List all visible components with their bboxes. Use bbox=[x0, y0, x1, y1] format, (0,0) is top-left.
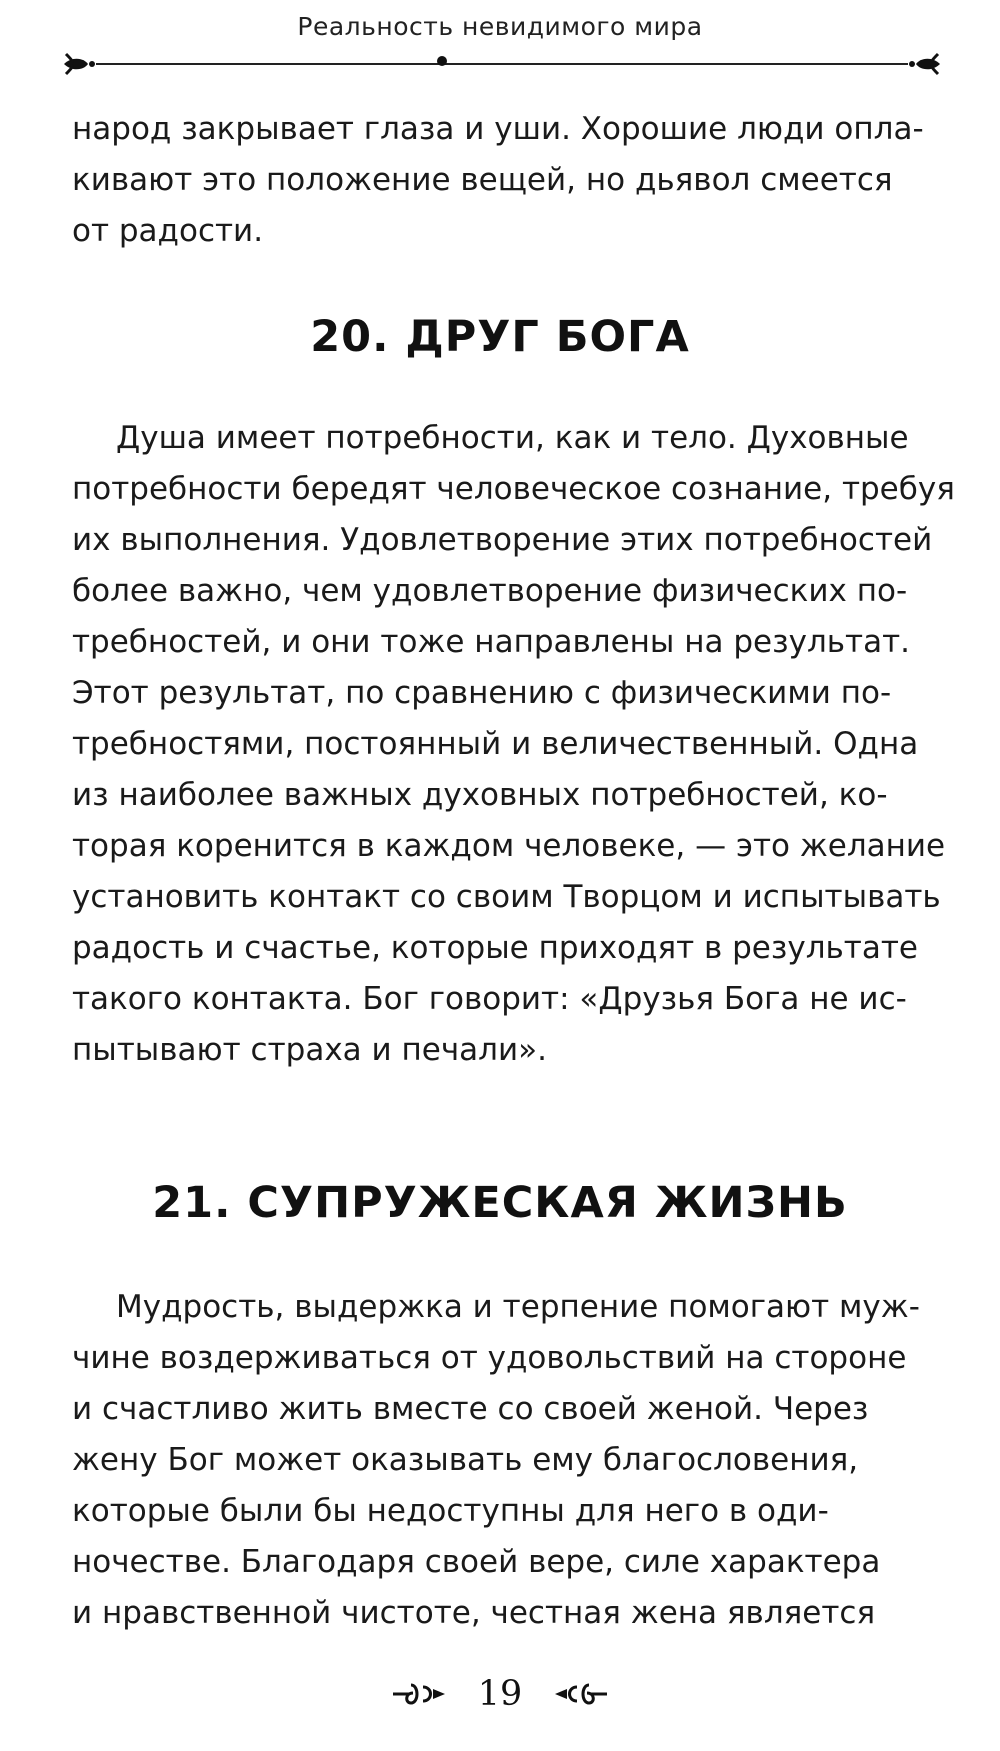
section-20-paragraph bbox=[72, 413, 955, 1076]
running-head: Реальность невидимого мира bbox=[297, 12, 703, 41]
text-line: установить контакт со своим Творцом и испытывать bbox=[72, 879, 941, 915]
text-line: более важно, чем удовлетворение физических по- bbox=[72, 573, 908, 609]
text-line: которые были бы недоступны для него в оди- bbox=[72, 1493, 829, 1529]
text-line: требностями, постоянный и величественный. Одна bbox=[72, 726, 919, 762]
folio-ornament-right-icon bbox=[551, 1679, 611, 1709]
text-line: радость и счастье, которые приходят в результате bbox=[72, 930, 918, 966]
text-line: из наиболее важных духовных потребностей, ко- bbox=[72, 777, 888, 813]
text-line: от радости. bbox=[72, 213, 264, 249]
text-line: Душа имеет потребности, как и тело. Духовные bbox=[116, 420, 909, 456]
opening-paragraph bbox=[72, 104, 934, 257]
fleuron-right-icon bbox=[909, 54, 940, 74]
header-rule bbox=[62, 50, 942, 90]
text-line: пытывают страха и печали». bbox=[72, 1032, 547, 1068]
text-line: и нравственной чистоте, честная жена является bbox=[72, 1595, 876, 1631]
text-line: их выполнения. Удовлетворение этих потребностей bbox=[72, 522, 933, 558]
dot-icon bbox=[437, 56, 447, 66]
text-line: Этот результат, по сравнению с физическими по- bbox=[72, 675, 892, 711]
text-line: такого контакта. Бог говорит: «Друзья Бога не ис- bbox=[72, 981, 907, 1017]
page-folio bbox=[0, 1672, 1000, 1714]
text-line: жену Бог может оказывать ему благословения, bbox=[72, 1442, 859, 1478]
text-line: потребности бередят человеческое сознание, требуя bbox=[72, 471, 955, 507]
page-number: 19 bbox=[477, 1673, 523, 1714]
text-line: ночестве. Благодаря своей вере, силе характера bbox=[72, 1544, 881, 1580]
fleuron-left-icon bbox=[64, 54, 95, 74]
text-line: требностей, и они тоже направлены на результат. bbox=[72, 624, 911, 660]
section-21-paragraph bbox=[72, 1282, 934, 1639]
section-heading-20: 20. ДРУГ БОГА bbox=[310, 312, 690, 362]
folio-ornament-left-icon bbox=[389, 1679, 449, 1709]
text-line: кивают это положение вещей, но дьявол смеется bbox=[72, 162, 893, 198]
text-line: торая коренится в каждом человеке, — это желание bbox=[72, 828, 946, 864]
text-line: и счастливо жить вместе со своей женой. Через bbox=[72, 1391, 869, 1427]
section-heading-21: 21. СУПРУЖЕСКАЯ ЖИЗНЬ bbox=[152, 1178, 848, 1228]
text-line: чине воздерживаться от удовольствий на стороне bbox=[72, 1340, 907, 1376]
text-line: Мудрость, выдержка и терпение помогают муж- bbox=[116, 1289, 920, 1325]
text-line: народ закрывает глаза и уши. Хорошие люди опла- bbox=[72, 111, 924, 147]
